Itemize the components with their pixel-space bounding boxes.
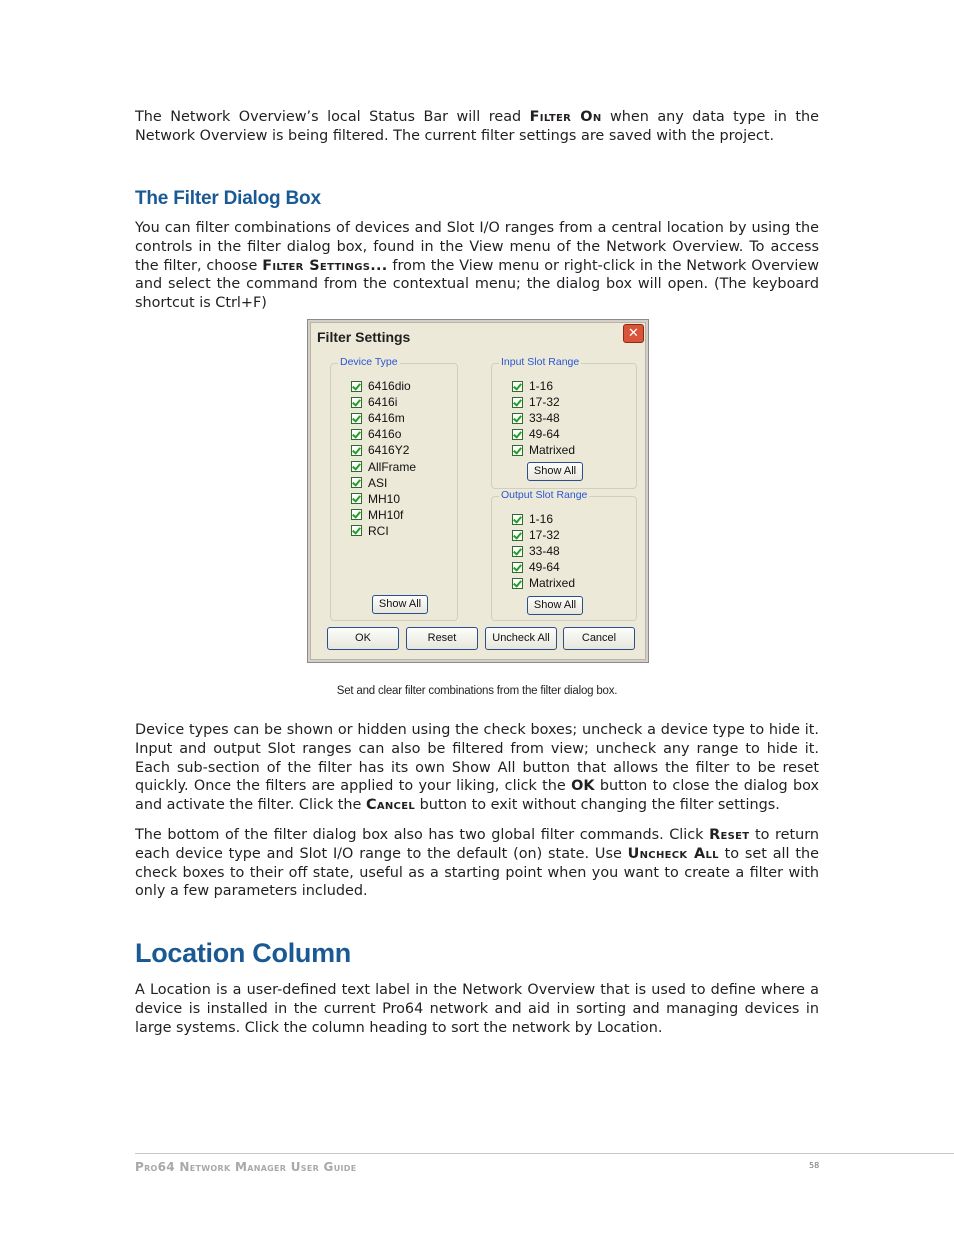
ok-term: OK xyxy=(571,778,595,795)
output-slot-range-group xyxy=(491,489,637,621)
checkbox-item[interactable]: 6416o xyxy=(351,426,416,442)
checkbox-item[interactable]: ASI xyxy=(351,475,416,491)
checkbox-checked-icon[interactable] xyxy=(351,429,362,440)
checkbox-item[interactable]: AllFrame xyxy=(351,458,416,474)
checkbox-item[interactable]: 1-16 xyxy=(512,378,575,394)
checkbox-item[interactable]: Matrixed xyxy=(512,575,575,591)
intro-paragraph xyxy=(135,108,819,146)
dialog-body xyxy=(310,322,646,660)
checkbox-item[interactable]: MH10f xyxy=(351,507,416,523)
checkbox-checked-icon[interactable] xyxy=(351,477,362,488)
checkbox-checked-icon[interactable] xyxy=(512,381,523,392)
ok-button[interactable]: OK xyxy=(327,627,399,650)
device-types-paragraph: Device types can be shown or hidden using the check boxes; uncheck a device type to hide it. Input and output Slot ranges can also be filtered from view; uncheck any range to hide it. Each sub-section of the filter has its own Show All button that allows the filter to be reset quickly. Once the filters are applied to your liking, click the OK button to close the dialog box and activate the filter. Click the Cancel button to exit without changing the filter settings. xyxy=(135,722,820,814)
checkbox-checked-icon[interactable] xyxy=(512,578,523,589)
checkbox-item[interactable]: 1-16 xyxy=(512,511,575,527)
uncheck-all-button[interactable]: Uncheck All xyxy=(485,627,557,650)
checkbox-item[interactable]: 49-64 xyxy=(512,426,575,442)
checkbox-item[interactable]: 49-64 xyxy=(512,559,575,575)
input-slot-list xyxy=(512,378,575,458)
checkbox-item[interactable]: 6416Y2 xyxy=(351,442,416,458)
checkbox-item[interactable]: MH10 xyxy=(351,491,416,507)
input-slot-range-title: Input Slot Range xyxy=(501,356,580,368)
checkbox-checked-icon[interactable] xyxy=(351,413,362,424)
input-slot-show-all-button[interactable]: Show All xyxy=(527,462,583,481)
reset-button[interactable]: Reset xyxy=(406,627,478,650)
checkbox-checked-icon[interactable] xyxy=(351,493,362,504)
footer-title: Pro64 Network Manager User Guide xyxy=(135,1160,357,1174)
device-type-title: Device Type xyxy=(340,356,398,368)
filter-on-term: Filter On xyxy=(529,109,602,125)
checkbox-item[interactable]: Matrixed xyxy=(512,442,575,458)
checkbox-checked-icon[interactable] xyxy=(351,397,362,408)
cancel-term: Cancel xyxy=(365,797,415,814)
para1-text-a: You can filter combinations of devices and Slot I/O ranges from a central location by using the controls in the filter dialog box, found in the View menu of the Network Overview. To access the filter, choose xyxy=(135,220,819,274)
checkbox-checked-icon[interactable] xyxy=(512,413,523,424)
checkbox-item[interactable]: RCI xyxy=(351,523,416,539)
checkbox-item[interactable]: 6416i xyxy=(351,394,416,410)
checkbox-item[interactable]: 17-32 xyxy=(512,394,575,410)
filter-dialog-paragraph xyxy=(135,219,819,313)
checkbox-item[interactable]: 33-48 xyxy=(512,543,575,559)
reset-term: Reset xyxy=(709,827,750,843)
checkbox-checked-icon[interactable] xyxy=(512,530,523,541)
cancel-button[interactable]: Cancel xyxy=(563,627,635,650)
intro-text-2: when any data type in the Network Overview is being filtered. The current filter settings are saved with the project. xyxy=(135,109,819,144)
footer-divider xyxy=(135,1153,954,1154)
output-slot-show-all-button[interactable]: Show All xyxy=(527,596,583,615)
checkbox-item[interactable]: 33-48 xyxy=(512,410,575,426)
checkbox-checked-icon[interactable] xyxy=(351,525,362,536)
device-type-list xyxy=(351,378,416,539)
checkbox-checked-icon[interactable] xyxy=(512,562,523,573)
location-paragraph: A Location is a user-defined text label in the Network Overview that is used to define where a device is installed in the current Pro64 network and aid in sorting and managing devices in large systems. Click the column heading to sort the network by Location. xyxy=(135,982,819,1036)
input-slot-range-group xyxy=(491,356,637,489)
filter-settings-term: Filter Settings... xyxy=(262,257,388,274)
page-number: 58 xyxy=(809,1161,820,1170)
para1-text-b: from the View menu or right-click in the Network Overview and select the command from the contextual menu; the dialog box will open. (The keyboard shortcut is Ctrl+F) xyxy=(135,257,819,312)
checkbox-checked-icon[interactable] xyxy=(512,397,523,408)
checkbox-checked-icon[interactable] xyxy=(512,445,523,456)
checkbox-item[interactable]: 17-32 xyxy=(512,527,575,543)
device-type-group xyxy=(330,356,458,621)
device-type-show-all-button[interactable]: Show All xyxy=(372,595,428,614)
output-slot-range-title: Output Slot Range xyxy=(501,489,588,501)
checkbox-checked-icon[interactable] xyxy=(512,546,523,557)
checkbox-item[interactable]: 6416m xyxy=(351,410,416,426)
checkbox-checked-icon[interactable] xyxy=(351,461,362,472)
intro-text-1: The Network Overview’s local Status Bar will read xyxy=(135,109,530,125)
checkbox-checked-icon[interactable] xyxy=(351,445,362,456)
uncheck-all-term: Uncheck All xyxy=(627,845,719,862)
filter-settings-dialog xyxy=(307,319,649,663)
dialog-title: Filter Settings xyxy=(317,329,411,345)
checkbox-item[interactable]: 6416dio xyxy=(351,378,416,394)
close-icon[interactable]: ✕ xyxy=(623,324,644,343)
checkbox-checked-icon[interactable] xyxy=(351,509,362,520)
output-slot-list xyxy=(512,511,575,591)
section-heading-filter-dialog: The Filter Dialog Box xyxy=(135,188,321,209)
checkbox-checked-icon[interactable] xyxy=(512,514,523,525)
section-heading-location-column: Location Column xyxy=(135,938,351,968)
global-commands-paragraph: The bottom of the filter dialog box also has two global filter commands. Click Reset to return each device type and Slot I/O range to the default (on) state. Use Uncheck All to set all the check boxes to their off state, useful as a starting point when you want to create a filter with only a few parameters included. xyxy=(135,827,820,900)
figure-caption: Set and clear filter combinations from the filter dialog box. xyxy=(336,685,618,697)
checkbox-checked-icon[interactable] xyxy=(351,381,362,392)
checkbox-checked-icon[interactable] xyxy=(512,429,523,440)
